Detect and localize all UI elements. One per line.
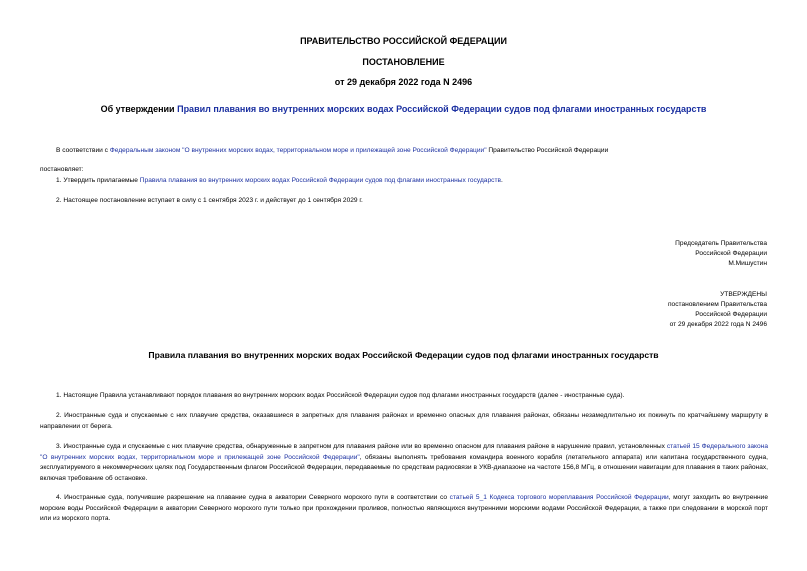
rule-paragraph-2: 2. Иностранные суда и спускаемые с них плавучие средства, оказавшиеся в запретных для плавания районах и временно опасных для плавания районах, обязаны незамедлительно их покинуть по кратчайшему маршруту в направлении от берега. [40, 412, 768, 430]
rules-link[interactable]: Правила плавания во внутренних морских водах Российской Федерации судов под флагами иностранных государств [139, 177, 501, 184]
approved-label: УТВЕРЖДЕНЫ [720, 291, 767, 298]
rule-paragraph-3 [40, 442, 768, 484]
rule-3-text-a: 3. Иностранные суда и спускаемые с них плавучие средства, обнаруженные в запретном для плавания районе или во временно опасном для плавания районе в нарушение правил, установленных [56, 443, 667, 450]
preamble-text: В соответствии с [56, 147, 110, 154]
title-prefix: Об утверждении [100, 104, 178, 114]
rule-paragraph-4 [40, 493, 768, 525]
item-2: 2. Настоящее постановление вступает в силу с 1 сентября 2023 г. и действует до 1 сентября 2029 г. [56, 197, 363, 204]
signature-position: Председатель Правительства [675, 240, 767, 247]
item-1 [56, 176, 503, 187]
preamble-text-end: Правительство Российской Федерации [486, 147, 609, 154]
federal-law-link[interactable]: Федеральным законом "О внутренних морских водах, территориальном море и прилежащей зоне Российской Федерации" [109, 147, 487, 154]
signature-country: Российской Федерации [695, 250, 767, 257]
article-15-link[interactable]: статьей 15 Федерального закона "О внутренних морских водах, территориальном море и прилежащей зоне Российской Федерации" [40, 443, 768, 461]
decides-label: постановляет: [40, 166, 84, 173]
document-title [0, 104, 807, 114]
approved-by: постановлением Правительства [667, 301, 767, 308]
rule-4-text-a: 4. Иностранные суда, получившие разрешение на плавание судна в акватории Северного морского пути в соответствии со [56, 494, 450, 501]
authority-heading: ПРАВИТЕЛЬСТВО РОССИЙСКОЙ ФЕДЕРАЦИИ [300, 36, 507, 46]
rule-3-text-b: , обязаны выполнять требования командира военного корабля (летательного аппарата) или капитана государственного судна, эксплуатируемого в некоммерческих целях под Государственным флагом Российской Федерации, передаваемые по средствам радиосвязи в УКВ-диапазоне на частоте 156,8 МГц, в отношении навигации для плавания в таких районах, включая требование об остановке. [40, 453, 769, 482]
rule-paragraph-1: 1. Настоящие Правила устанавливают порядок плавания во внутренних морских водах Российской Федерации судов под флагами иностранных государств (далее - иностранные суда). [56, 392, 625, 399]
signature-name: М.Мишустин [728, 260, 767, 267]
rules-title: Правила плавания во внутренних морских водах Российской Федерации судов под флагами иностранных государств [148, 350, 659, 360]
preamble [56, 146, 608, 157]
title-rules-link[interactable]: Правил плавания во внутренних морских водах Российской Федерации судов под флагами иностранных государств [177, 104, 707, 114]
article-5-1-link[interactable]: статьей 5_1 Кодекса торгового мореплавания Российской Федерации [449, 494, 669, 501]
approved-date: от 29 декабря 2022 года N 2496 [669, 321, 767, 328]
item-1-prefix: 1. Утвердить прилагаемые [56, 177, 140, 184]
document-type: ПОСТАНОВЛЕНИЕ [362, 57, 445, 67]
approved-country: Российской Федерации [695, 311, 767, 318]
document-date-number: от 29 декабря 2022 года N 2496 [334, 77, 473, 87]
item-1-suffix: . [500, 177, 503, 184]
rule-4-text-b: , могут заходить во внутренние морские воды Российской Федерации в акватории Северного морского пути только при прохождении проливов, полностью являющихся внутренними морскими водами Российской Федерации, а также при следовании в морской порт или из морского порта. [40, 494, 769, 522]
